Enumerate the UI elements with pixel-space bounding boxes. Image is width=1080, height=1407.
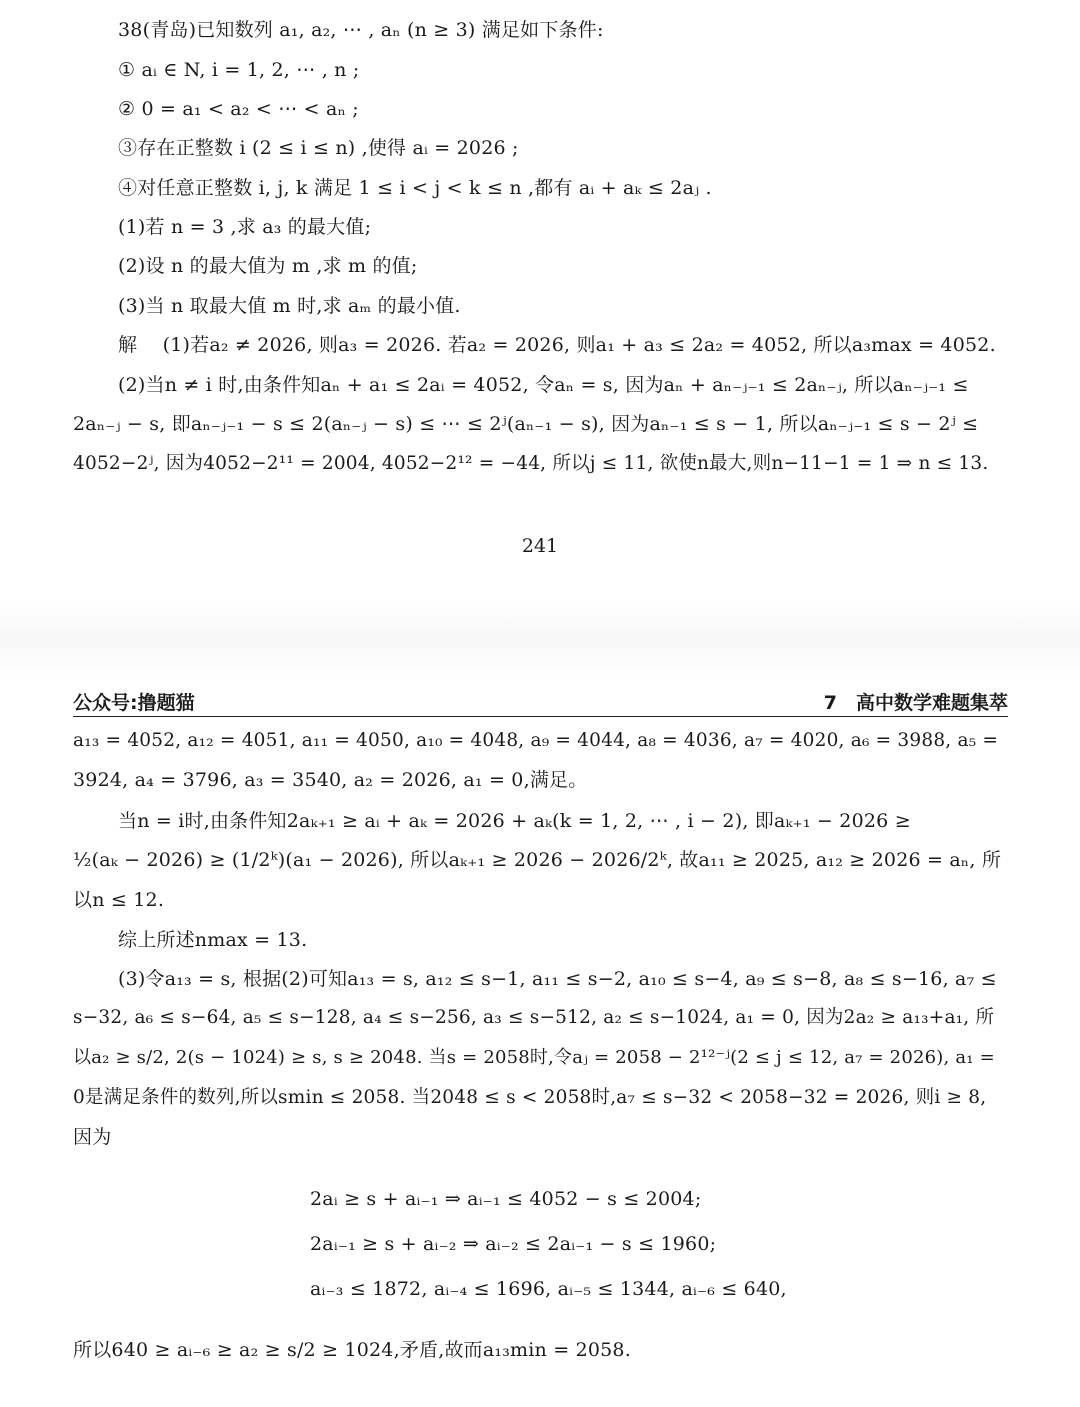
running-header — [73, 690, 1008, 717]
body-line: 3924, a₄ = 3796, a₃ = 3540, a₂ = 2026, a₁ = 0,满足。 — [73, 769, 588, 791]
question-1: (1)若 n = 3 ,求 a₃ 的最大值; — [118, 216, 372, 238]
header-source: 公众号:撸题猫 — [73, 692, 195, 714]
solution-line: (2)当n ≠ i 时,由条件知aₙ + a₁ ≤ 2aᵢ = 4052, 令aₙ = s, 因为aₙ + aₙ₋ⱼ₋₁ ≤ 2aₙ₋ⱼ, 所以aₙ₋ⱼ₋₁ ≤ — [118, 374, 969, 396]
body-line: a₁₃ = 4052, a₁₂ = 4051, a₁₁ = 4050, a₁₀ = 4048, a₉ = 4044, a₈ = 4036, a₇ = 4020, a₆ = 3988, a₅ = — [73, 730, 999, 751]
body-line: 以n ≤ 12. — [73, 889, 165, 911]
body-line: 当n = i时,由条件知2aₖ₊₁ ≥ aᵢ + aₖ = 2026 + aₖ(k = 1, 2, ⋯ , i − 2), 即aₖ₊₁ − 2026 ≥ — [118, 810, 911, 832]
question-3: (3)当 n 取最大值 m 时,求 aₘ 的最小值. — [118, 295, 461, 317]
solution-line: 4052−2ʲ, 因为4052−2¹¹ = 2004, 4052−2¹² = −44, 所以j ≤ 11, 欲使n最大,则n−11−1 = 1 ⇒ n ≤ 13. — [73, 453, 989, 474]
body-line: ½(aₖ − 2026) ≥ (1/2ᵏ)(a₁ − 2026), 所以aₖ₊₁ ≥ 2026 − 2026/2ᵏ, 故a₁₁ ≥ 2025, a₁₂ ≥ 2026 = aₙ, 所 — [73, 849, 1002, 871]
body-line: 因为 — [73, 1126, 112, 1148]
problem-title: 38(青岛)已知数列 a₁, a₂, ⋯ , aₙ (n ≥ 3) 满足如下条件: — [118, 19, 604, 41]
display-equation: 2aᵢ ≥ s + aᵢ₋₁ ⇒ aᵢ₋₁ ≤ 4052 − s ≤ 2004; — [310, 1188, 702, 1210]
condition-3: ③存在正整数 i (2 ≤ i ≤ n) ,使得 aᵢ = 2026 ; — [118, 137, 519, 159]
display-equation: 2aᵢ₋₁ ≥ s + aᵢ₋₂ ⇒ aᵢ₋₂ ≤ 2aᵢ₋₁ − s ≤ 1960; — [310, 1233, 717, 1255]
body-line: 综上所述nmax = 13. — [118, 929, 308, 951]
body-line: (3)令a₁₃ = s, 根据(2)可知a₁₃ = s, a₁₂ ≤ s−1, a₁₁ ≤ s−2, a₁₀ ≤ s−4, a₉ ≤ s−8, a₈ ≤ s−16, a₇ ≤ — [118, 968, 997, 990]
condition-1: ① aᵢ ∈ N, i = 1, 2, ⋯ , n ; — [118, 59, 360, 81]
solution-line: 2aₙ₋ⱼ − s, 即aₙ₋ⱼ₋₁ − s ≤ 2(aₙ₋ⱼ − s) ≤ ⋯ ≤ 2ʲ(aₙ₋₁ − s), 因为aₙ₋₁ ≤ s − 1, 所以aₙ₋ⱼ₋₁ ≤ s − 2ʲ ≤ — [73, 413, 979, 435]
conclusion: 所以640 ≥ aᵢ₋₆ ≥ a₂ ≥ s/2 ≥ 1024,矛盾,故而a₁₃min = 2058. — [73, 1339, 631, 1361]
body-line: s−32, a₆ ≤ s−64, a₅ ≤ s−128, a₄ ≤ s−256, a₃ ≤ s−512, a₂ ≤ s−1024, a₁ = 0, 因为2a₂ ≥ a₁₃+a₁, 所 — [73, 1007, 995, 1028]
condition-4: ④对任意正整数 i, j, k 满足 1 ≤ i < j < k ≤ n ,都有 aᵢ + aₖ ≤ 2aⱼ . — [118, 177, 712, 199]
page-separator — [0, 600, 1080, 680]
question-2: (2)设 n 的最大值为 m ,求 m 的值; — [118, 255, 418, 277]
condition-2: ② 0 = a₁ < a₂ < ⋯ < aₙ ; — [118, 98, 359, 120]
page-number: 241 — [521, 535, 559, 557]
body-line: 以a₂ ≥ s/2, 2(s − 1024) ≥ s, s ≥ 2048. 当s = 2058时,令aⱼ = 2058 − 2¹²⁻ʲ(2 ≤ j ≤ 12, a₇ = 2026), a₁ = — [73, 1047, 995, 1068]
body-line: 0是满足条件的数列,所以smin ≤ 2058. 当2048 ≤ s < 2058时,a₇ ≤ s−32 < 2058−32 = 2026, 则i ≥ 8, — [73, 1087, 987, 1108]
header-book-title: 7 高中数学难题集萃 — [823, 692, 1008, 714]
display-equation: aᵢ₋₃ ≤ 1872, aᵢ₋₄ ≤ 1696, aᵢ₋₅ ≤ 1344, aᵢ₋₆ ≤ 640, — [310, 1278, 787, 1300]
solution-line: 解 (1)若a₂ ≠ 2026, 则a₃ = 2026. 若a₂ = 2026, 则a₁ + a₃ ≤ 2a₂ = 4052, 所以a₃max = 4052. — [118, 334, 996, 356]
